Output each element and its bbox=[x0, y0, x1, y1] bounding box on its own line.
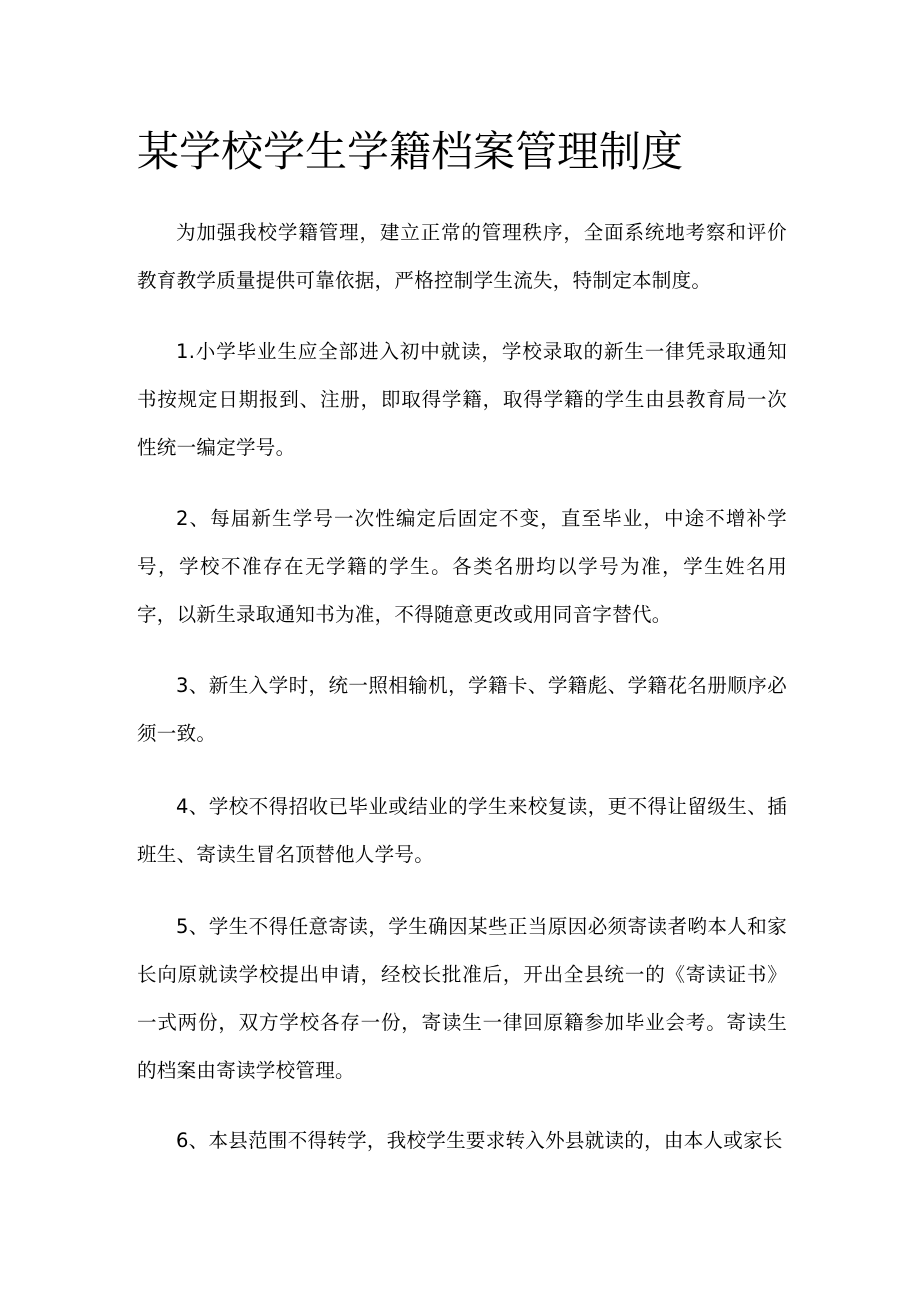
clause-5-paragraph: 5、学生不得任意寄读，学生确因某些正当原因必须寄读者哟本人和家长向原就读学校提出申请，经校长批准后，开出全县统一的《寄读证书》一式两份，双方学校各存一份，寄读生一律回原籍参加毕业会考。寄读生的档案由寄读学校管理。 bbox=[137, 915, 787, 1082]
clause-2-paragraph: 2、每届新生学号一次性编定后固定不变，直至毕业，中途不增补学号，学校不准存在无学籍的学生。各类名册均以学号为准，学生姓名用字，以新生录取通知书为准，不得随意更改或用同音字替代。 bbox=[137, 507, 787, 626]
document-title: 某学校学生学籍档案管理制度 bbox=[137, 127, 684, 176]
clause-6-paragraph: 6、本县范围不得转学，我校学生要求转入外县就读的，由本人或家长 bbox=[176, 1129, 783, 1152]
clause-4-paragraph: 4、学校不得招收已毕业或结业的学生来校复读，更不得让留级生、插班生、寄读生冒名顶替他人学号。 bbox=[137, 795, 787, 866]
intro-paragraph: 为加强我校学籍管理，建立正常的管理秩序，全面系统地考察和评价教育教学质量提供可靠依据，严格控制学生流失，特制定本制度。 bbox=[137, 221, 787, 292]
clause-3-paragraph: 3、新生入学时，统一照相输机，学籍卡、学籍彪、学籍花名册顺序必须一致。 bbox=[137, 674, 787, 745]
clause-1-paragraph: 1.小学毕业生应全部进入初中就读，学校录取的新生一律凭录取通知书按规定日期报到、注册，即取得学籍，取得学籍的学生由县教育局一次性统一编定学号。 bbox=[137, 340, 787, 459]
